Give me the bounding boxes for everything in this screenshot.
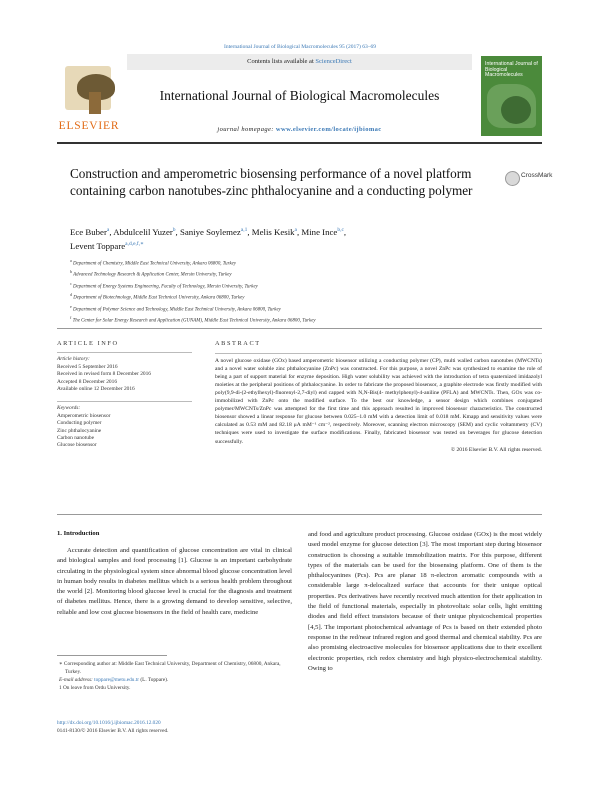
author-list: Ece Buber$^a$, Abdulcelil Yuzer$^b$, Saniye Soylemez$^{a,1}$, Melis Kesik$^a$, Mine Ince$^{b,c}$, Levent Toppare$^{a,d,e,f,∗}$	[70, 226, 347, 252]
intro-paragraph: and food and agriculture product processing. Glucose oxidase (GOx) is the most widely used model enzyme for glucose detection [3]. The most important step during biosensor construction is choosing a suitable immobilization matrix. For this purpose, different types of the materials can be used for the biosensing platform. One of them is the phthalocyanines (Pcs). Pcs are planar 18 π-electron aromatic compounds with a considerable large π-delocalized surface that accounts for their unique optical properties. Pcs derivatives have recently received much attention for their application in the field of functional materials, especially in photovoltaic solar cells, light emitting diodes and field effect transistors because of their unique physicochemical properties [4,5]. The important photochemical advantage of Pcs is based on their extended photo response in the red/near infrared region and good thermal and chemical stability. Pcs are also promising electroactive molecules for biosensor applications due to their excellent electronic properties, rich redox chemistry and high physico-electrochemical stability. Owing to	[308, 531, 542, 672]
leave-note: 1 On leave from Ordu University.	[59, 685, 131, 691]
intro-paragraph: Accurate detection and quantification of glucose concentration are vital in clinical and biological samples and food processing [1]. Glucose is an important carbohydrate circulating in the physiological system since abnormal blood glucose concentration level in human body results in diabetes mellitus which is a serious health problem throughout the world [2]. Monitoring blood glucose level is crucial for the diagnosis and treatment of diabetes mellitus. Hence, there is a growing demand to develop sensitive, selective, reliable and low cost glucose biosensors in the field of health care, medicine	[57, 547, 292, 616]
author: Abdulcelil Yuzer$^b$	[113, 226, 176, 237]
author: Mine Ince$^{b,c}$	[301, 226, 344, 237]
homepage-link[interactable]: www.elsevier.com/locate/ijbiomac	[275, 126, 382, 133]
history-heading: Article history:	[57, 356, 90, 363]
affiliation-item: $^f$ The Center for Solar Energy Research and Application (GUNAM), Middle East Technical University, Ankara 06800, Turkey	[70, 315, 316, 324]
affiliation-item: $^a$ Department of Chemistry, Middle East Technical University, Ankara 06800, Turkey	[70, 258, 237, 267]
journal-header	[57, 52, 542, 136]
history-item: Received 5 September 2016	[57, 363, 118, 370]
elsevier-tree-icon	[65, 66, 111, 110]
crossmark-label[interactable]: CrossMark	[521, 172, 553, 179]
author: Melis Kesik$^a$	[251, 226, 297, 237]
affiliation-item: $^d$ Department of Biotechnology, Middle East Technical University, Ankara 06800, Turkey	[70, 292, 245, 301]
journal-title: International Journal of Biological Macromolecules	[159, 88, 440, 103]
author: Saniye Soylemez$^{a,1}$	[179, 226, 248, 237]
article-info-heading: ARTICLE INFO	[57, 340, 119, 347]
journal-cover-image	[481, 56, 542, 136]
intro-left-column	[57, 546, 292, 618]
elsevier-wordmark: ELSEVIER	[58, 120, 120, 132]
abstract-text: A novel glucose oxidase (GOx) based amperometric biosensor utilizing a conducting polymer (CP), multi walled carbon nanotubes (MWCNTs) and a novel water soluble zinc phthalocyanine (ZnPc) was constructed. For this purpose, a novel ZnPc was synthesized to examine the role of being a part of support material for enzyme deposition. High water solubility was achieved with the introduction of tetra quaternized imidazolyl moieties at the peripheral positions of phthalocyanine. In order to fabricate the proposed biosensor, a graphite electrode was firstly modified with poly(9,9-di-(2-ethylhexyl)-fluorenyl-2,7-diyl) end capped with N,N-Bis(4- methylphenyl)-4-aniline (PFLA) and MWCNTs. Then, GOx was co-immobilized with ZnPc onto the modified surface. To the best our knowledge, a sensor design which combines conjugated polymer/MWCNTs/ZnPc was attempted for the first time and this approach resulted in improved biosensor characteristics. The constructed biosensor showed a linear response for glucose between 0.025–1.0 mM with a detection limit of 0.018 mM. Kmapp and sensitivity values were calculated as 0.53 mM and 82.18 μA mM⁻¹ cm⁻², respectively. Moreover, scanning electron microscopy (SEM) and cyclic voltammetry (CV) techniques were used to investigate the surface modifications. Finally, fabricated biosensor was tested on beverages for glucose detection successfully.	[215, 358, 542, 445]
article-info	[57, 340, 192, 450]
keyword-item: Glucose biosensor	[57, 442, 97, 449]
keyword-item: Amperometric biosensor	[57, 412, 111, 419]
history-item: Accepted 8 December 2016	[57, 378, 118, 385]
history-item: Received in revised form 8 December 2016	[57, 371, 152, 378]
author: Ece Buber$^a$	[70, 226, 110, 237]
footnotes	[57, 660, 292, 692]
elsevier-logo	[57, 62, 119, 132]
affiliations	[70, 257, 540, 326]
issn-line: 0141-8130/© 2016 Elsevier B.V. All rights reserved.	[57, 728, 169, 735]
keyword-item: Carbon nanotube	[57, 435, 94, 442]
corresponding-author-note: ∗ Corresponding author at: Middle East Technical University, Department of Chemistry, 06800, Ankara, Turkey.	[59, 661, 281, 675]
email-note: E-mail address: toppare@metu.edu.tr (L. Toppare).	[59, 677, 169, 683]
footnote-divider	[57, 655, 167, 656]
abstract-heading: ABSTRACT	[215, 340, 261, 347]
affiliation-item: $^c$ Department of Energy Systems Engineering, Faculty of Technology, Mersin University, Turkey	[70, 280, 258, 290]
abstract-copyright: © 2016 Elsevier B.V. All rights reserved.	[450, 446, 542, 453]
crossmark-icon[interactable]	[505, 171, 520, 186]
keyword-item: Conducting polymer	[57, 420, 102, 427]
section-heading-introduction: 1. Introduction	[57, 530, 100, 537]
cover-title: International Journal of Biological Macromolecules	[485, 61, 538, 79]
intro-right-column	[308, 530, 542, 674]
journal-citation-line[interactable]: International Journal of Biological Macromolecules 95 (2017) 63–69	[224, 44, 376, 50]
contents-bar: Contents lists available at ScienceDirect	[127, 54, 472, 70]
article-title: Construction and amperometric biosensing performance of a novel platform containing carbon nanotubes-zinc phthalocyanine and a conducting polymer	[70, 166, 473, 198]
affiliations-divider	[57, 328, 542, 329]
history-item: Available online 12 December 2016	[57, 386, 135, 393]
affiliation-item: $^b$ Advanced Technology Research & Application Center, Mersin University, Turkey	[70, 269, 232, 279]
sciencedirect-link[interactable]: ScienceDirect	[315, 58, 352, 65]
keywords-heading: Keywords:	[57, 405, 81, 412]
abstract	[215, 340, 542, 454]
bottom-info	[57, 719, 357, 736]
header-divider	[57, 142, 542, 144]
doi-link[interactable]: http://dx.doi.org/10.1016/j.ijbiomac.2016.12.020	[57, 720, 161, 726]
email-link[interactable]: toppare@metu.edu.tr	[94, 677, 140, 683]
keyword-item: Zinc phthalocyanine	[57, 427, 102, 434]
abstract-divider	[57, 514, 542, 515]
journal-homepage: journal homepage: www.elsevier.com/locate/ijbiomac	[217, 126, 382, 133]
affiliation-item: $^e$ Department of Polymer Science and Technology, Middle East Technical University, Ankara 06800, Turkey	[70, 303, 281, 313]
author: Levent Toppare$^{a,d,e,f,∗}$	[70, 241, 144, 252]
